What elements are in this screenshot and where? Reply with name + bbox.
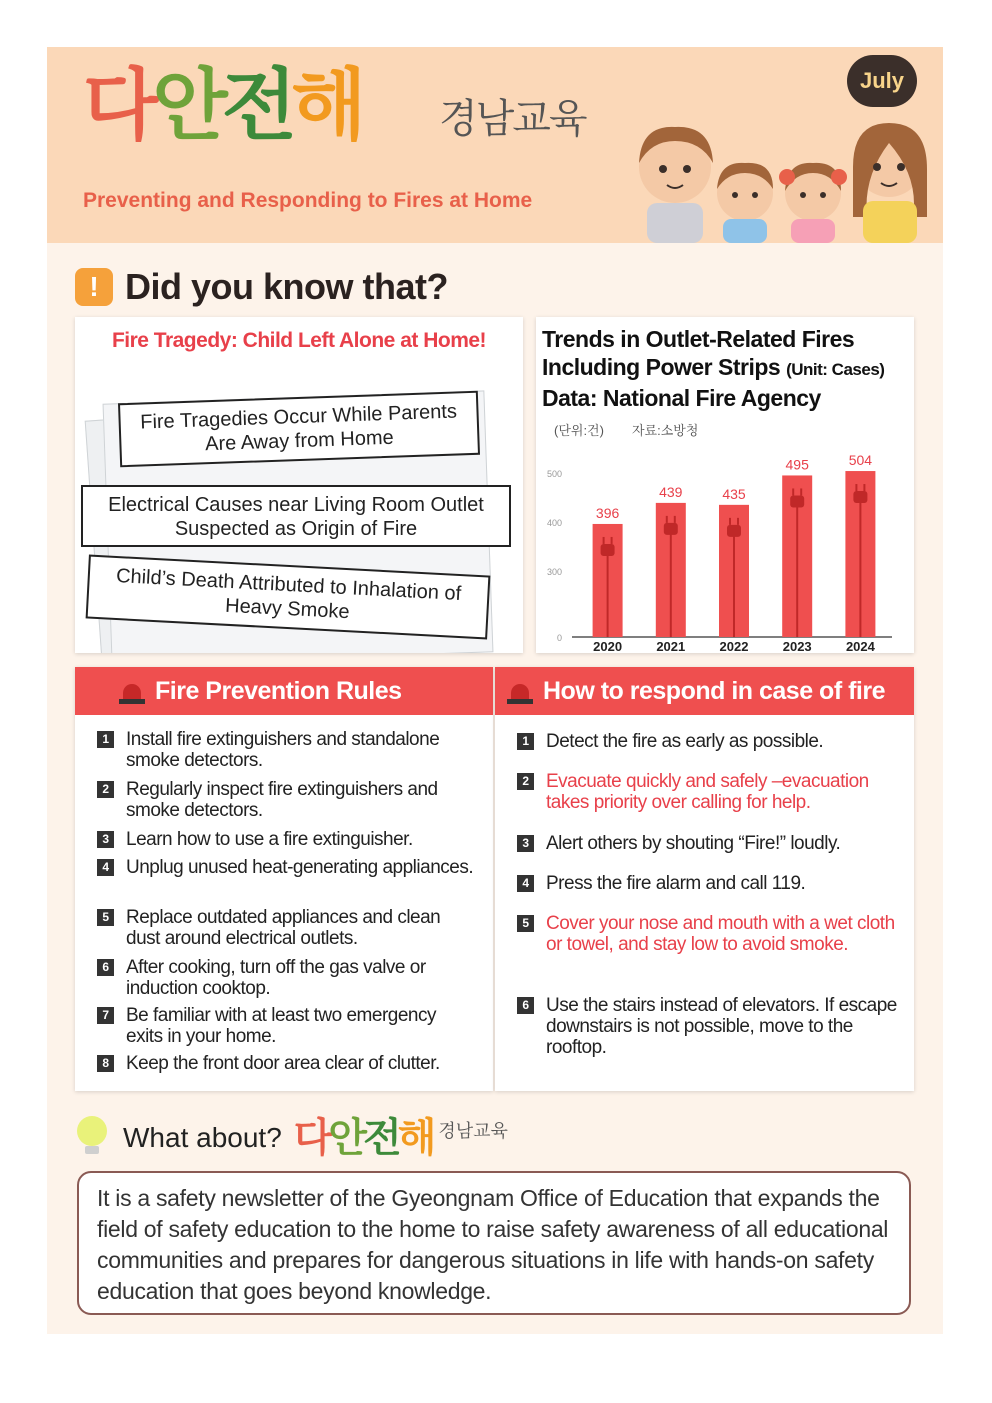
- siren-icon: [507, 678, 533, 704]
- y-tick-label: 0: [556, 633, 562, 643]
- x-tick-label: 2022: [719, 639, 749, 653]
- list-item: [517, 833, 897, 854]
- item-number: 4: [517, 875, 534, 892]
- chart-title-line-3: Data: National Fire Agency: [542, 385, 821, 411]
- data-label: 504: [848, 452, 873, 469]
- item-text: Unplug unused heat-generating appliances.: [126, 857, 474, 878]
- logo-char-1: 다: [83, 61, 153, 151]
- item-number: 6: [517, 997, 534, 1014]
- logo: [83, 61, 361, 151]
- fire-response-title: How to respond in case of fire: [543, 676, 885, 705]
- list-item: [517, 913, 897, 955]
- news-panel: [75, 317, 523, 653]
- x-tick-label: 2024: [845, 639, 875, 653]
- item-number: 2: [97, 781, 114, 798]
- mini-logo-char-1: 다: [293, 1115, 329, 1161]
- logo-subtitle: 경남교육: [439, 96, 586, 142]
- logo-char-3: 전: [221, 61, 292, 151]
- what-about-heading: [75, 1113, 508, 1163]
- list-item: [517, 731, 897, 752]
- headline-3: Child’s Death Attributed to Inhalation of Heavy Smoke: [86, 555, 491, 640]
- logo-char-2: 안: [152, 61, 222, 151]
- y-tick-label: 300: [546, 567, 562, 577]
- item-text: Press the fire alarm and call 119.: [546, 873, 806, 894]
- plug-icon: [790, 495, 804, 507]
- list-item: [97, 779, 477, 821]
- item-number: 5: [517, 915, 534, 932]
- fire-response-section: [495, 667, 914, 1091]
- item-text: Regularly inspect fire extinguishers and smoke detectors.: [126, 779, 438, 821]
- plug-icon: [727, 525, 741, 537]
- item-text: Be familiar with at least two emergency exits in your home.: [126, 1005, 436, 1047]
- item-text: Detect the fire as early as possible.: [546, 731, 824, 752]
- children-illustration-icon: [627, 107, 943, 243]
- mini-logo-char-3: 전: [363, 1115, 398, 1161]
- data-label: 396: [595, 504, 620, 521]
- did-you-know-heading: [75, 265, 448, 309]
- mini-logo-char-4: 해: [397, 1115, 433, 1161]
- plug-icon: [853, 491, 867, 503]
- item-text: Install fire extinguishers and standalone smoke detectors.: [126, 729, 440, 771]
- mini-logo-char-2: 안: [328, 1115, 364, 1161]
- item-text: Evacuate quickly and safely –evacuation takes priority over calling for help.: [546, 771, 869, 813]
- headline-1: Fire Tragedies Occur While Parents Are Away from Home: [118, 391, 480, 468]
- chart-title-unit: (Unit: Cases): [786, 360, 885, 379]
- what-about-label: What about?: [123, 1122, 282, 1153]
- x-tick-label: 2023: [782, 639, 812, 653]
- plug-icon: [601, 544, 615, 556]
- list-item: [517, 771, 897, 813]
- chart-panel: [536, 317, 914, 653]
- list-item: [517, 995, 897, 1058]
- fire-prevention-header: [75, 667, 493, 715]
- list-item: [97, 957, 477, 999]
- x-tick-label: 2021: [656, 639, 686, 653]
- list-item: [97, 1005, 477, 1047]
- item-number: 8: [97, 1055, 114, 1072]
- y-tick-label: 500: [546, 469, 562, 479]
- item-text: Use the stairs instead of elevators. If escape downstairs is not possible, move to the rooftop.: [546, 995, 897, 1058]
- item-number: 1: [517, 733, 534, 750]
- plug-icon: [664, 523, 678, 535]
- item-text: After cooking, turn off the gas valve or induction cooktop.: [126, 957, 426, 999]
- list-item: [97, 1053, 477, 1074]
- bar-chart: [536, 421, 914, 653]
- data-label: 495: [785, 456, 809, 473]
- data-label: 435: [722, 485, 746, 502]
- list-item: [97, 907, 477, 949]
- item-text: Replace outdated appliances and clean dust around electrical outlets.: [126, 907, 441, 949]
- item-number: 4: [97, 859, 114, 876]
- item-text: Alert others by shouting “Fire!” loudly.: [546, 833, 841, 854]
- x-tick-label: 2020: [593, 639, 623, 653]
- header-banner: [47, 47, 943, 243]
- list-item: [97, 829, 477, 850]
- item-number: 5: [97, 909, 114, 926]
- mini-logo-subtitle: 경남교육: [438, 1121, 508, 1142]
- item-number: 7: [97, 1007, 114, 1024]
- fire-prevention-section: [75, 667, 493, 1091]
- list-item: [517, 873, 897, 894]
- chart-unit-note: (단위:건): [554, 423, 604, 438]
- headline-2: Electrical Causes near Living Room Outlet Suspected as Origin of Fire: [81, 485, 511, 547]
- list-item: [97, 729, 477, 771]
- item-number: 1: [97, 731, 114, 748]
- item-text: Keep the front door area clear of clutter.: [126, 1053, 440, 1074]
- lightbulb-icon: [75, 1116, 109, 1160]
- tagline: Preventing and Responding to Fires at Home: [83, 189, 533, 212]
- siren-icon: [119, 678, 145, 704]
- news-title: Fire Tragedy: Child Left Alone at Home!: [111, 329, 487, 352]
- data-label: 439: [659, 483, 683, 500]
- item-number: 3: [97, 831, 114, 848]
- list-item: [97, 857, 477, 878]
- exclamation-icon: !: [75, 268, 113, 306]
- newsletter-page: [47, 47, 943, 1334]
- fire-response-header: [495, 667, 914, 715]
- chart-title: [542, 325, 914, 412]
- item-text: Cover your nose and mouth with a wet cloth or towel, and stay low to avoid smoke.: [546, 913, 895, 955]
- item-number: 3: [517, 835, 534, 852]
- chart-title-line-1: Trends in Outlet-Related Fires: [542, 326, 855, 352]
- did-you-know-title: Did you know that?: [125, 266, 448, 307]
- item-text: Learn how to use a fire extinguisher.: [126, 829, 413, 850]
- about-text-box: It is a safety newsletter of the Gyeongnam Office of Education that expands the field of safety education to the home to raise safety awareness of all educational communities and prepares for dangerous situations in life with hands-on safety education that goes beyond knowledge.: [77, 1171, 911, 1315]
- chart-title-line-2: Including Power Strips: [542, 354, 781, 380]
- fire-prevention-title: Fire Prevention Rules: [155, 676, 402, 705]
- item-number: 6: [97, 959, 114, 976]
- mini-logo: [293, 1115, 433, 1161]
- chart-source-note: 자료:소방청: [632, 423, 699, 438]
- logo-char-4: 해: [291, 61, 361, 151]
- item-number: 2: [517, 773, 534, 790]
- y-tick-label: 400: [546, 518, 562, 528]
- month-badge: July: [847, 55, 917, 107]
